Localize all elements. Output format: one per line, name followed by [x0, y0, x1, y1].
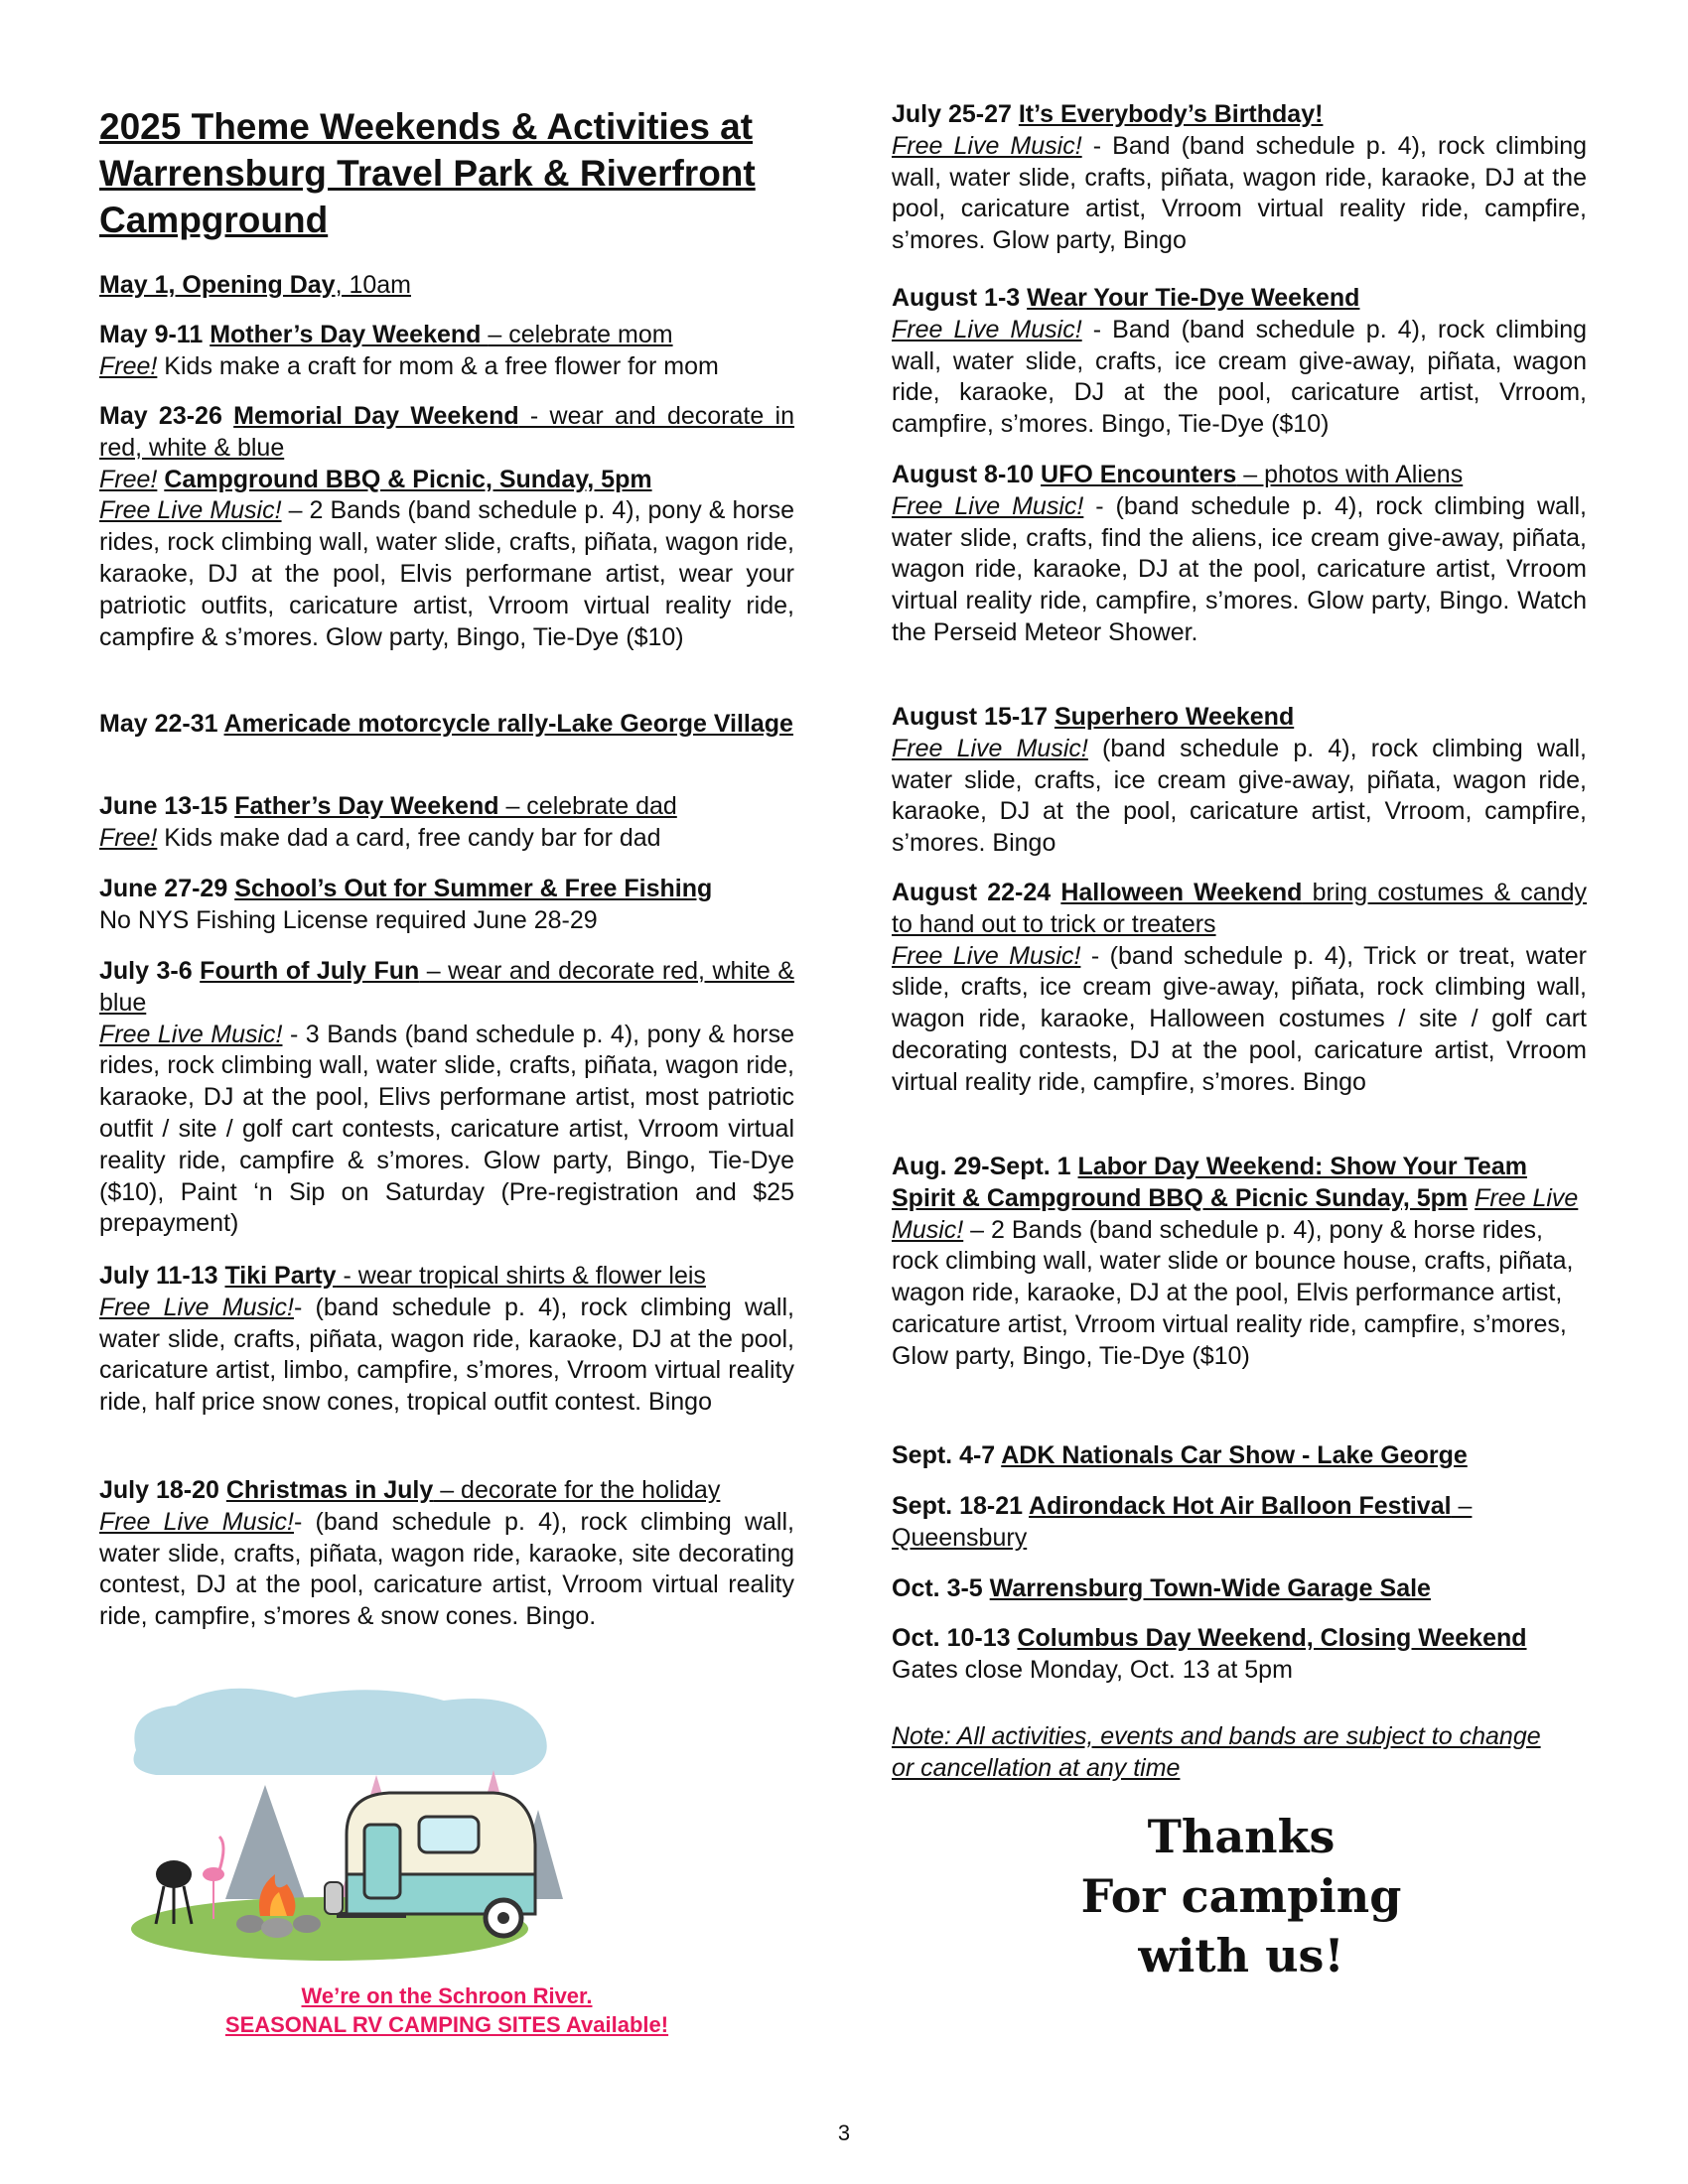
event-name: Christmas in July — [225, 1476, 434, 1504]
entry-christmas-in-july — [99, 1475, 794, 1633]
entry-garage-sale — [892, 1573, 1587, 1605]
event-name: Wear Your Tie-Dye Weekend — [1027, 284, 1360, 312]
tree-icon — [225, 1785, 305, 1899]
event-date: Sept. 4-7 — [892, 1441, 1002, 1469]
entry-opening-day — [99, 270, 794, 302]
event-details: - (band schedule p. 4), rock climbing wall, water slide, crafts, find the aliens, ice cream give-away, piñata, wagon ride, karaoke, DJ at the pool, caricature artist, Vrroom virtual reality ride, campfire, s’mores. Glow party, Bingo. Watch the Perseid Meteor Shower. — [892, 491, 1588, 646]
free-live-music: Free Live Music! — [99, 1507, 294, 1536]
entry-balloon-festival — [892, 1491, 1587, 1555]
event-details: Kids make a craft for mom & a free flower for mom — [157, 351, 719, 380]
entry-fourth-of-july — [99, 956, 794, 1240]
entry-car-show — [892, 1440, 1587, 1472]
entry-tie-dye-weekend — [892, 283, 1587, 441]
entry-superhero-weekend — [892, 702, 1587, 860]
event-date: May 9-11 — [99, 321, 211, 348]
free-live-music: Free Live Music! — [99, 1293, 294, 1321]
event-name: Memorial Day Weekend — [233, 402, 519, 430]
event-time: , 10am — [335, 271, 411, 299]
event-details: (band schedule p. 4), rock climbing wall, water slide, crafts, ice cream give-away, piñata, wagon ride, karaoke, DJ at the pool, caricature artist, Vrroom, campfire, s’mores. Bingo — [892, 734, 1587, 858]
seasonal-sites-caption: SEASONAL RV CAMPING SITES Available! — [224, 2012, 669, 2037]
free-live-music: Free Live Music! — [892, 734, 1088, 762]
event-name: May 1, Opening Day — [99, 271, 336, 299]
event-desc: – celebrate mom — [488, 321, 673, 348]
event-details: – 2 Bands (band schedule p. 4), pony & horse rides, rock climbing wall, water slide, crafts, piñata, wagon ride, karaoke, DJ at the pool, Elvis performane artist, wear your patriotic outfits, caricature artist, Vrroom virtual reality ride, campfire & s’mores. Glow party, Bingo, Tie-Dye ($10) — [99, 496, 794, 651]
event-name: Americade motorcycle rally-Lake George Village — [223, 710, 793, 738]
event-date: August 8-10 — [892, 461, 1042, 488]
entry-labor-day-weekend — [892, 1152, 1587, 1373]
entry-mothers-day — [99, 320, 794, 383]
event-details: - (band schedule p. 4), rock climbing wall, water slide, crafts, piñata, wagon ride, karaoke, DJ at the pool, caricature artist, limbo, campfire, s’mores, Vrroom virtual reality ride, half price snow cones, tropical outfit contest. Bingo — [99, 1293, 794, 1417]
event-desc: – Queensbury — [892, 1492, 1473, 1552]
free-live-music: Free Live Music! — [892, 1183, 1579, 1244]
event-name: School’s Out for Summer & Free Fishing — [234, 875, 713, 902]
event-name: Father’s Day Weekend — [234, 792, 499, 820]
event-name: Fourth of July Fun — [200, 957, 420, 985]
thanks-line: For camping — [1080, 1869, 1402, 1923]
free-live-music: Free Live Music! — [892, 315, 1082, 343]
free-label: Free! — [99, 351, 158, 380]
camper-trailer-icon — [325, 1793, 535, 1936]
entry-memorial-day — [99, 401, 794, 653]
page-title: 2025 Theme Weekends & Activities at Warrensburg Travel Park & Riverfront Campground — [99, 106, 756, 240]
entry-everybodys-birthday — [892, 99, 1587, 257]
event-name: Columbus Day Weekend, Closing Weekend — [1017, 1624, 1527, 1652]
event-details: Gates close Monday, Oct. 13 at 5pm — [892, 1655, 1293, 1684]
event-name: It’s Everybody’s Birthday! — [1018, 100, 1324, 128]
event-details: Kids make dad a card, free candy bar for dad — [157, 823, 661, 852]
event-date: Oct. 3-5 — [892, 1574, 990, 1602]
event-details: – 2 Bands (band schedule p. 4), pony & horse rides, rock climbing wall, water slide or bounce house, crafts, piñata, wagon ride, karaoke, DJ at the pool, Elvis performance artist, caricature artist, Vrroom virtual reality ride, campfire, s’mores, Glow party, Bingo, Tie-Dye ($10) — [892, 1215, 1574, 1370]
event-name: Warrensburg Town-Wide Garage Sale — [989, 1574, 1431, 1602]
free-live-music: Free Live Music! — [892, 491, 1084, 520]
event-date: June 27-29 — [99, 875, 235, 902]
free-live-music: Free Live Music! — [99, 1020, 283, 1048]
event-details: - (band schedule p. 4), Trick or treat, water slide, crafts, ice cream give-away, piñata, rock climbing wall, wagon ride, karaoke, Halloween costumes / site / golf cart decorating contests, DJ at the pool, caricature artist, Vrroom virtual reality ride, campfire, s’mores. Bingo — [892, 941, 1588, 1096]
event-date: August 15-17 — [892, 703, 1055, 731]
event-name: Labor Day Weekend: Show Your Team Spirit & Campground BBQ & Picnic Sunday, 5pm — [892, 1153, 1527, 1212]
entry-americade — [99, 709, 794, 741]
event-date: May 22-31 — [99, 710, 224, 738]
disclaimer-note: Note: All activities, events and bands are subject to change or cancellation at any time — [892, 1722, 1541, 1782]
event-desc: – decorate for the holiday — [433, 1476, 721, 1504]
free-label: Free! — [99, 823, 158, 852]
event-date: July 25-27 — [892, 100, 1019, 128]
free-live-music: Free Live Music! — [892, 131, 1082, 160]
event-name: Superhero Weekend — [1054, 703, 1295, 731]
thanks-message — [993, 1807, 1489, 1985]
event-details: No NYS Fishing License required June 28-29 — [99, 905, 598, 934]
event-date: July 3-6 — [99, 957, 201, 985]
thanks-line: with us! — [1138, 1929, 1344, 1982]
event-name: UFO Encounters — [1041, 461, 1237, 488]
event-name: Adirondack Hot Air Balloon Festival — [1029, 1492, 1452, 1520]
event-date: May 23-26 — [99, 402, 234, 430]
event-desc: - wear and decorate in red, white & blue — [99, 402, 795, 462]
event-date: August 22-24 — [892, 879, 1061, 906]
cloud-shape — [134, 1689, 547, 1775]
event-date: July 11-13 — [99, 1262, 225, 1290]
event-name: ADK Nationals Car Show - Lake George — [1001, 1441, 1468, 1469]
event-desc: bring costumes & candy to hand out to trick or treaters — [892, 879, 1587, 938]
event-date: Oct. 10-13 — [892, 1624, 1018, 1652]
bbq-label: Campground BBQ & Picnic, Sunday, 5pm — [164, 465, 652, 493]
event-name: Tiki Party — [224, 1262, 337, 1290]
entry-tiki-party — [99, 1261, 794, 1419]
thanks-line: Thanks — [1147, 1810, 1336, 1863]
event-details: - (band schedule p. 4), rock climbing wall, water slide, crafts, piñata, wagon ride, karaoke, site decorating contest, DJ at the pool, caricature artist, Vrroom virtual reality ride, campfire, s’mores & snow cones. Bingo. — [99, 1507, 794, 1631]
event-date: June 13-15 — [99, 792, 235, 820]
camper-illustration — [116, 1676, 563, 1974]
page-number: 3 — [837, 2120, 851, 2145]
event-desc: – photos with Aliens — [1236, 461, 1464, 488]
event-details: - Band (band schedule p. 4), rock climbing wall, water slide, crafts, ice cream give-away, piñata, wagon ride, karaoke, DJ at the pool, caricature artist, Vrroom, campfire, s’mores. Bingo, Tie-Dye ($10) — [892, 315, 1588, 439]
event-name: Mother’s Day Weekend — [210, 321, 489, 348]
free-live-music: Free Live Music! — [99, 496, 282, 525]
event-details: - 3 Bands (band schedule p. 4), pony & horse rides, rock climbing wall, water slide, crafts, piñata, wagon ride, karaoke, DJ at the pool, Elivs performane artist, most patriotic outfit / site / golf cart contests, caricature artist, Vrroom virtual reality ride, campfire & s’mores. Glow party, Bingo, Tie-Dye ($10), Paint ‘n Sip on Saturday (Pre-registration and $25 prepayment) — [99, 1020, 794, 1238]
entry-schools-out — [99, 874, 794, 937]
event-details: - Band (band schedule p. 4), rock climbing wall, water slide, crafts, piñata, wagon ride, karaoke, DJ at the pool, caricature artist, Vrroom virtual reality ride, campfire, s’mores. Glow party, Bingo — [892, 131, 1588, 255]
event-desc: – celebrate dad — [498, 792, 677, 820]
free-live-music: Free Live Music! — [892, 941, 1081, 970]
event-desc: - wear tropical shirts & flower leis — [336, 1262, 706, 1290]
event-desc: – wear and decorate red, white & blue — [99, 957, 794, 1017]
river-caption: We’re on the Schroon River. — [301, 1983, 593, 2008]
event-date: Sept. 18-21 — [892, 1492, 1030, 1520]
event-date: August 1-3 — [892, 284, 1028, 312]
entry-halloween-weekend — [892, 878, 1587, 1099]
event-date: July 18-20 — [99, 1476, 226, 1504]
entry-ufo-encounters — [892, 460, 1587, 649]
entry-columbus-day — [892, 1623, 1587, 1687]
free-label: Free! — [99, 465, 158, 493]
event-name: Halloween Weekend — [1060, 879, 1303, 906]
event-date: Aug. 29-Sept. 1 — [892, 1153, 1078, 1180]
entry-fathers-day — [99, 791, 794, 855]
